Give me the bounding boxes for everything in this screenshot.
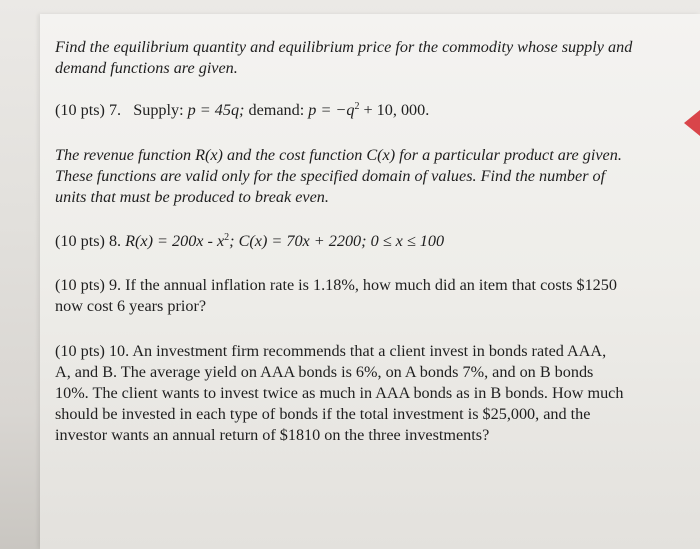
problem-9-line: now cost 6 years prior? bbox=[55, 297, 207, 315]
intro-line: demand functions are given. bbox=[55, 59, 238, 77]
revenue-intro-line: The revenue function R(x) and the cost function C(x) for a particular product are given. bbox=[55, 146, 622, 164]
cost-function-and-domain: ; C(x) = 70x + 2200; 0 ≤ x ≤ 100 bbox=[229, 232, 445, 250]
intro-line: Find the equilibrium quantity and equilibrium price for the commodity whose supply and bbox=[55, 38, 633, 56]
demand-equation-rhs: + 10, 000. bbox=[359, 101, 430, 119]
problem-10-line: 10%. The client wants to invest twice as much in AAA bonds as in B bonds. How much bbox=[55, 384, 624, 402]
supply-label: Supply: bbox=[133, 101, 184, 119]
red-arrow-marker bbox=[684, 110, 700, 136]
demand-exponent: 2 bbox=[354, 101, 360, 112]
revenue-exponent: 2 bbox=[224, 232, 230, 243]
problem-10-line: (10 pts) 10. An investment firm recommends that a client invest in bonds rated AAA, bbox=[55, 342, 607, 360]
problem-10 bbox=[55, 341, 665, 446]
problem-8-number: 8. bbox=[108, 232, 122, 250]
problem-10-line: A, and B. The average yield on AAA bonds is 6%, on A bonds 7%, and on B bonds bbox=[55, 363, 594, 381]
problem-9 bbox=[55, 275, 665, 317]
problem-7 bbox=[55, 100, 665, 121]
problem-9-line: (10 pts) 9. If the annual inflation rate is 1.18%, how much did an item that costs $1250 bbox=[55, 276, 617, 294]
supply-equation: p = 45q; bbox=[187, 101, 245, 119]
demand-label: demand: bbox=[248, 101, 305, 119]
problem-7-number: 7. bbox=[108, 101, 122, 119]
revenue-intro-line: These functions are valid only for the specified domain of values. Find the number of bbox=[55, 167, 606, 185]
revenue-function: R(x) = 200x - x bbox=[125, 232, 225, 250]
revenue-intro-line: units that must be produced to break even. bbox=[55, 188, 329, 206]
break-even-instructions bbox=[55, 145, 665, 208]
problem-10-line: investor wants an annual return of $1810 on the three investments? bbox=[55, 426, 490, 444]
demand-equation-lhs: p = −q bbox=[308, 101, 355, 119]
problem-8-points: (10 pts) bbox=[55, 232, 105, 250]
problem-10-line: should be invested in each type of bonds if the total investment is $25,000, and the bbox=[55, 405, 591, 423]
problem-8 bbox=[55, 231, 665, 252]
equilibrium-instructions bbox=[55, 37, 665, 79]
problem-7-points: (10 pts) bbox=[55, 101, 105, 119]
